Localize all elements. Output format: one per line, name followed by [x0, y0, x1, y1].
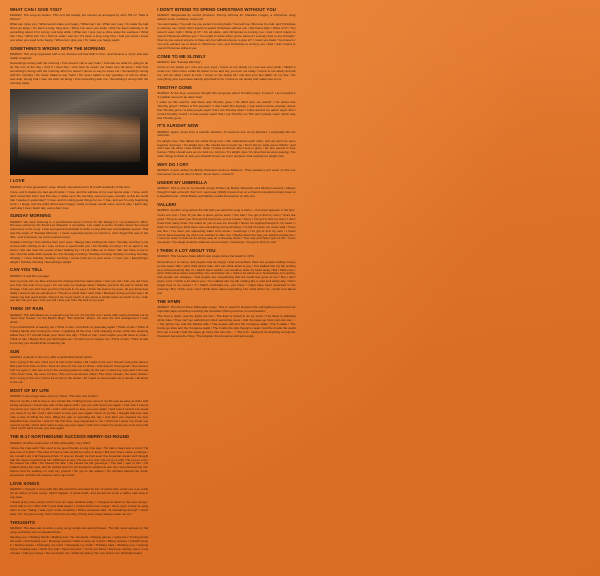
song-lyrics: Something's wrong with the morning / If he doesn't call to say 'hello' / And ask me what I'm going to do for the rest of the day / And if I need him / And how he needs me when he's all alone / And how something's wrong with the morning when he doesn't phone to say he loves me / Something's wrong with the morning / He never called to say 'hello' / He never called to say 'goodbye' or tell me what I was doin' wrong that I was not doin' all along / And something tells me / Something's wrong with the morning today — [10, 61, 149, 85]
song-lyrics: Sun / Lying in the sun / And a lot of rain in the winter / All I want is the sun / Doesn't everyone have a little pain from time to time / Now it's time for the sun to shine / And doesn't it feel good / Sun doesn't hurt my eyes / I can see a lot in the evening patterns made by the sun / I close my eyes and I can see / The more I feel, the more I'm free / The sun is an electric show / The more I dream, the more I know / Sun / Lying in the sun / And a lot of rain in the winter / All I want is some peace for a minute / All alone in the sun — [10, 360, 149, 384]
song-entry — [157, 8, 295, 51]
song-credit: MARGO: This is one of my favorite songs! Written by Bobby Weinstein and Mickey Leonard, I always thought it had a French 'feel' to it. Last year (2010) it wound up on a French-compiled Lonely tunes to a beautiful tune. I think Bobby and Mickey outdid themselves on this one. — [157, 186, 296, 198]
song-entry — [10, 389, 148, 432]
song-title: SUNDAY MORNING — [10, 213, 52, 219]
song-credit: MARGO: The song as written. This isn't the bawdy, fun version as arranged by John Hill on "Take A Picture". — [10, 13, 149, 22]
song-entry — [10, 47, 148, 86]
song-entry — [10, 307, 148, 346]
song-entry — [10, 435, 148, 478]
song-title: COME TO ME SLOWLY — [157, 53, 206, 59]
photo-grain — [10, 89, 148, 175]
song-lyrics: Meeting you / Holding hands / Making love / No demands / Playing games / Lying low / Turning bored the-fools / And leaving you / Running around / Glad to keep on runnin' / Being undone / Couldn't keep it / Hurting inside / Changing my mind / Changing my mind / Thinking hard / Wanting you / Coming home / Feeling new / Climb the stair / Open the door / You're not there / Anymore / Empty room / Lots of tears / Call your name / No one hears me / (Nobody hears) / No one hears me / (Nobody hears) — [10, 534, 149, 555]
song-credit: MARGO: Again, arose from a real-life situation. It's become one of my favorites. I especially like the cello line. — [157, 129, 296, 138]
song-credit: MARGO: See "Sunday Morning". — [157, 59, 202, 64]
song-title: IT'S ALRIGHT NOW — [157, 123, 199, 129]
song-entry — [10, 179, 148, 210]
song-entry — [157, 86, 295, 121]
song-credit: MARGO: A gem written by Bobby Weinstein and Lou Stallman. They needed a 'girl vocal' on this one and asked me to do them a favor. Some favor...I loved it! — [157, 168, 296, 177]
song-entry — [157, 300, 295, 339]
song-lyrics: Yours are nice / They fit you like a glove you've sewn / Too bad / I've got to find my own / Yours are good / They've sewn you through the bad times you've known / Sorry / I've got to find my own / I don't know how many times I've relied on you to see me through / Never an original thought in my head / I think I'm starting to think there was something wrong all along / I'm full of words I've never said / Yours are fine / I've seen you squeezing water from stone / Good-bye / I've got to find my own / I know you've been keeping me when you wanted to after you / Maybe that's the way you believe people are / I must be crazy to look for an empty seat on a two-way street / Your way just hasn't got me far / Yours are great / You laugh at all the chances you've blown / Good-bye, I've got to find my own — [157, 213, 296, 245]
song-credit: MARGO: I thought a song with this title would be recorded by lots of artists who could use it as a title for an album of love songs. Didn't happen. It wrote itself...and turned out to be a rather sad song in any case. — [10, 487, 149, 499]
song-title: UNDER MY UMBRELLA — [157, 179, 208, 185]
song-title: I LOVE — [10, 178, 25, 184]
song-credit: MARGO: A real life message. — [10, 273, 50, 278]
song-entry — [10, 268, 148, 303]
song-lyrics: I love, and it makes me feel good inside / I love, and the window of my soul opens wide / I love, and I can't remember why I feel this way / I wake up in the morning, open my eyes, wonder: is this the world that I awoke in yesterday? / I love, and it's doing good things for me / I live, and yet I'm only beginning to be / I laugh, and the child who's been happy, ready on head, would come next to play / Each day, each day I love / Each day, every day I love — [10, 189, 149, 210]
song-title: VALLERI — [157, 201, 177, 207]
song-lyrics: Can you look into my face and see the change that has taken place / Can you tell / Can you tell I love you from the look in my eyes / I'm not sure my feelings show / Maybe you'd be the last to notice the change / Can you tell I love you from the look in my eyes / From the look in my eyes, do you know how badly I want to tell you all about it / There's a smile that I can't hide / Because loving you the way I do makes me feel good inside / Even if we never touch, if you knew, it would mean so much to me / Can you tell / Do you see / Can you tell I love you from the look in my eyes — [10, 278, 149, 303]
song-title: THOUGHTS — [10, 519, 35, 525]
song-entry — [157, 55, 295, 82]
song-entry — [157, 163, 295, 177]
song-entry — [10, 521, 148, 556]
song-credit: MARGO: At the time, everyone thought this song was about Timothy Leary. It wasn't. I just needed a 3-syllable name for an idea I had. — [157, 90, 296, 99]
song-credit: MARGO: The first of three Watergate songs. This is meant to lampoon the self-righteous pose from an important tape-recording involving the President (Nixon) and his co-conspirators. — [157, 304, 296, 313]
song-entry — [157, 124, 295, 159]
song-title: THE HYMN — [157, 298, 181, 304]
song-entry — [10, 482, 148, 517]
song-lyrics: I woke up this mornin', and there was Timothy gone / He didn't give me warnin' / He where has Timothy gone? / Where is Tim anyway? / I don't want him anyway / I just want to know, anyway, where has Timothy gone / A lotta people sayin' that I put Timothy down / Folks around me gettin' sayin' that I turned Timothy 'round / A lotta people sayin' that I put Timothy on / But ain't nobody sayin' which way has Timothy gone — [157, 99, 296, 120]
song-entry — [10, 350, 148, 385]
song-title: WHAT CAN I GIVE YOU? — [10, 7, 62, 12]
song-lyrics: It's alright now / We talked the whole thing over / We understand each other, and we won't be seen together anymore / It's alright now / Be careful not to touch me / Don't tell me what you're thinkin', and don't ask me what I was thinkin' when I'd play tomorrow when love is gone / No one seems to love forever / Why should ours go on / And no / And no / It's alright now / It's time that we were leaving / I've other things to think of, and you shouldn't have me cryin' anyhow / And anyhow it's alright now — [157, 138, 296, 159]
song-title: TIMOTHY GOME — [157, 84, 193, 90]
song-entry — [157, 249, 295, 296]
song-lyrics: Sunday morning / Sun shining from your eyes / Sleepy face smiling into mine / Sunday morning / Lots of time with nothing to do / Lots of time to spend with you / On Sunday morning / It's so quiet in the street / We can hear the sound of feet walking by / I'll put coffee on to brew / We can have a cup or two / And do what other people do / On Sunday morning / Sunday morning, Sunday morning, Sunday, Sunday / I love Sunday, Sunday morning / Come hold me in your arms / I love you / Everything's alright / Sunday morning / Everything's alright — [10, 240, 149, 264]
song-title: THE B-17 NORTHBOUND SUCCESS MERRY-GO-ROUND — [10, 434, 130, 440]
song-lyrics: The heat is down, and the lights are low / The East is buried in an icy snow / The West is following circle rides / They can't go swimming in their swimming pools / And the tapes go hmm-mm-mm-mm.... / The prices rise and the Market falls / The people call and the Congress stalls / The F-stalls / The trucks go slow and the Congress stalls / The F-letts the wits though to leak / And the F-tells the world he's not a crook / And the tapes go hmm-mm-mm-mm.... / The A.G.' said he'd do anything to help the President become the King / The kingdom then became cold and empty — [157, 314, 296, 338]
song-title: SOMETHING'S WRONG WITH THE MORNING — [10, 45, 106, 51]
song-credit: MARGO: A 'love generation' song. Simply manufactured to fit in with aesthetic of the time. — [10, 184, 131, 189]
song-lyrics: If you should think of leaving me / Think of rain / And think of yesterday again / Think of rain / Think of holding hands and running for cover / Laughing all the time / And stopping to kiss under the weeping willow tree / If I should break your heart one day / Think of rain / And maybe you will have to smile / Think of rain / Maybe then you will forgive me / I'll want you to forgive me / Think of rain / Think of rain if one day you should think of leaving me — [10, 325, 149, 345]
song-title: MOST OF MY LIFE — [10, 387, 50, 393]
song-lyrics: I knew the man well / We used to be good friends a long time ago / He had a heart and a mind / He was one of a kind / The kind of man a man would be lucky to know / But then there came a change / As I recall it all, it all happened fast / It was as though he had seen the American dream and thought that the dream would bring him fulfillment at last / He put on a suit / He put on a shirt / He put on a tie / He kissed his child / He kissed his wife / He kissed his life good-bye / The last I saw of him / He walked along the road, and he looked around / As though he wanted to see one more blossoming tree before he'd be walking on cold city ground / He got to the station / He climbed aboard the eight-seventeen northbound success merry-go-round — [10, 445, 149, 478]
song-entry — [157, 181, 295, 199]
song-lyrics: Come to me slowly so I can see your eyes / Come to me slowly so I can see your smile / Watch it smile me / Now come a little bit closer to me and say you love me today / Come to me slowly and tell me, tell me what I want to hear / Come to me slowly till I can feel your lips talkin' on my lips / Do everything your eyes have silently promised to be / Come to me slowly and make love to me — [157, 65, 296, 81]
song-title: WHY DO I CRY — [157, 162, 189, 168]
song-title: I DON'T INTEND TO SPEND CHRISTMAS WITHOUT YOU — [157, 7, 277, 12]
song-credit: MARGO: Another song where the title tells you what the song is about -- but never appears in the lyric. — [157, 207, 296, 212]
song-credit: MARGO: This song originated with a not abusive cult that didn't come...and became a 'story' that was totally imagined. — [10, 51, 149, 60]
song-credit: MARGO: This became Catie Elliot's last single before her death in 1974. — [157, 254, 255, 259]
song-entry — [157, 203, 295, 246]
liner-notes-columns — [10, 8, 590, 570]
song-entry — [10, 214, 148, 264]
song-credit: MARGO: Another expression of '60s philosophy. Very '60s!! — [10, 440, 91, 445]
song-credit: MARGO: We were listening to a just-finished demo ("Come To Me Slowly") in my publisher's office. We were joined by his friend Len Maxwell, a comedian. Len made a series of jokes about the sexual references in the song. I was annoyed and decided to write a song that was unmistakably sexual. That was the origin of "Sunday Morning". I never expected anyone to record it...don't forget this was in the '60s...and it became my most-covered song! — [10, 219, 149, 239]
song-credit: MARGO: A paean to the sun, after a particularly harsh winter. — [10, 355, 93, 360]
song-title: CAN YOU TELL — [10, 267, 43, 273]
song-lyrics: Most of my life, I fell in love in one minute flat / Falling in love most of my life was as easy as that / And losing someone I loved was part of the game until I met you and found you again / And now it seems I've loved you most of my life / And I don't want to lose you ever again / And now it seems I've loved you most of my life / And I don't want to lose you ever again / Most of my life, I thought that love was only a way of killing the time, filling the gap or spending the day / And then you showed me how beautiful love could be / And for the first time, love happened to me / And now I know I've loved you most of my life / And I don't want to lose you ever again / And now I know I've loved you most of my life / And I don't want to lose you ever again — [10, 399, 149, 431]
hands-photograph — [10, 89, 148, 175]
song-credit: MARGO: This will always be a special song for me. It's the first one I wrote after being knocked out by "God Only Knows" on the Beach Boys' "Pet Sounds" album. It's also the first arrangement I ever wrote. — [10, 312, 149, 325]
song-title: I THINK A LOT ABOUT YOU — [157, 248, 216, 254]
song-credit: MARGO: Love songs were once my 'thing'. This was one of them. — [10, 393, 99, 398]
song-lyrics: You went away / You told me you weren't coming back / You told me / But now it's cold, and Christmas is coming, too / And I don't intend to spend Christmas without you / We had a fight / What of it? / You weren't even right / What of it? / I'm all alone, and Christmas is coming, too / And I don't intend to spend Christmas without you / You ought to know when you're alone it's a lonely time to live through / How do you expect anyone to have any fun without anyone to give to? / I want you back / You know it / You only wanted me to show it / Well here I am, and Christmas is coming, too / And I don't intend to spend Christmas without you — [157, 22, 296, 50]
song-credit: MARGO: The idea was to write a song using simple two-word phrases. The title never appears in the song, and there are no repeated lines. — [10, 525, 149, 534]
song-credit: MARGO: Requested by record producer Tommy LiPuma for Claudine Longet, a Christmas song without snow, mistletoe, tinsel, etc. — [157, 13, 296, 22]
song-title: SUN — [10, 348, 20, 354]
song-lyrics: What can I give you / What would make you happy / What can I do / What can I say / To make the bad times go away / It's been a long, long time / Since I've seen you smile / And I've been wanting to do something about it for a long, real long while / What can I give you to drive away the sadness / What can I buy / What can I try / Tell me what I can do / It's been a long, long time / And you know I know you when you used to be happy / What can I give you / To make you happy again — [10, 22, 149, 42]
song-title: LOVE SONGS — [10, 481, 40, 486]
song-lyrics: I heard pretty love songs comin' from an open window today / I stopped to listen to the love songs / And I had to cry / Why didn't I just walk away? / I knew all the love songs / Once upon a time he sang them to me / Today, I was cryin' in the sunshine / When someone said, "Is something wrong?" / And I said, "No, it's just a song / And I can't tell you why / Pretty love songs always make me cry" — [10, 500, 149, 516]
song-entry — [10, 8, 148, 43]
song-lyrics: Somewhere it is sunny, and people may be happy / And somewhere there are people making money by the week / But I can't think about that / All I can think about is you / You walked into my life smiling as a cold and windy day / It I hadn't been careful, you would've stole my heart away / But I think once / And I think twice about everything I do / And what I do, I think a lot about you / Somewhere it is raining, and people are unhappy / And people are complaining that the world has gone to pot / But I don't worry a lot / I think a lot about you / You walked into my life smiling like a cold and windy day / Don't forget how to be tamed / It I hadn't controlled me, you know I might have been ashamed in the morning / But I think once / And I think twice about everything I do / And what I do, I think a lot about you — [157, 259, 296, 295]
song-title: THINK OF RAIN — [10, 306, 44, 312]
